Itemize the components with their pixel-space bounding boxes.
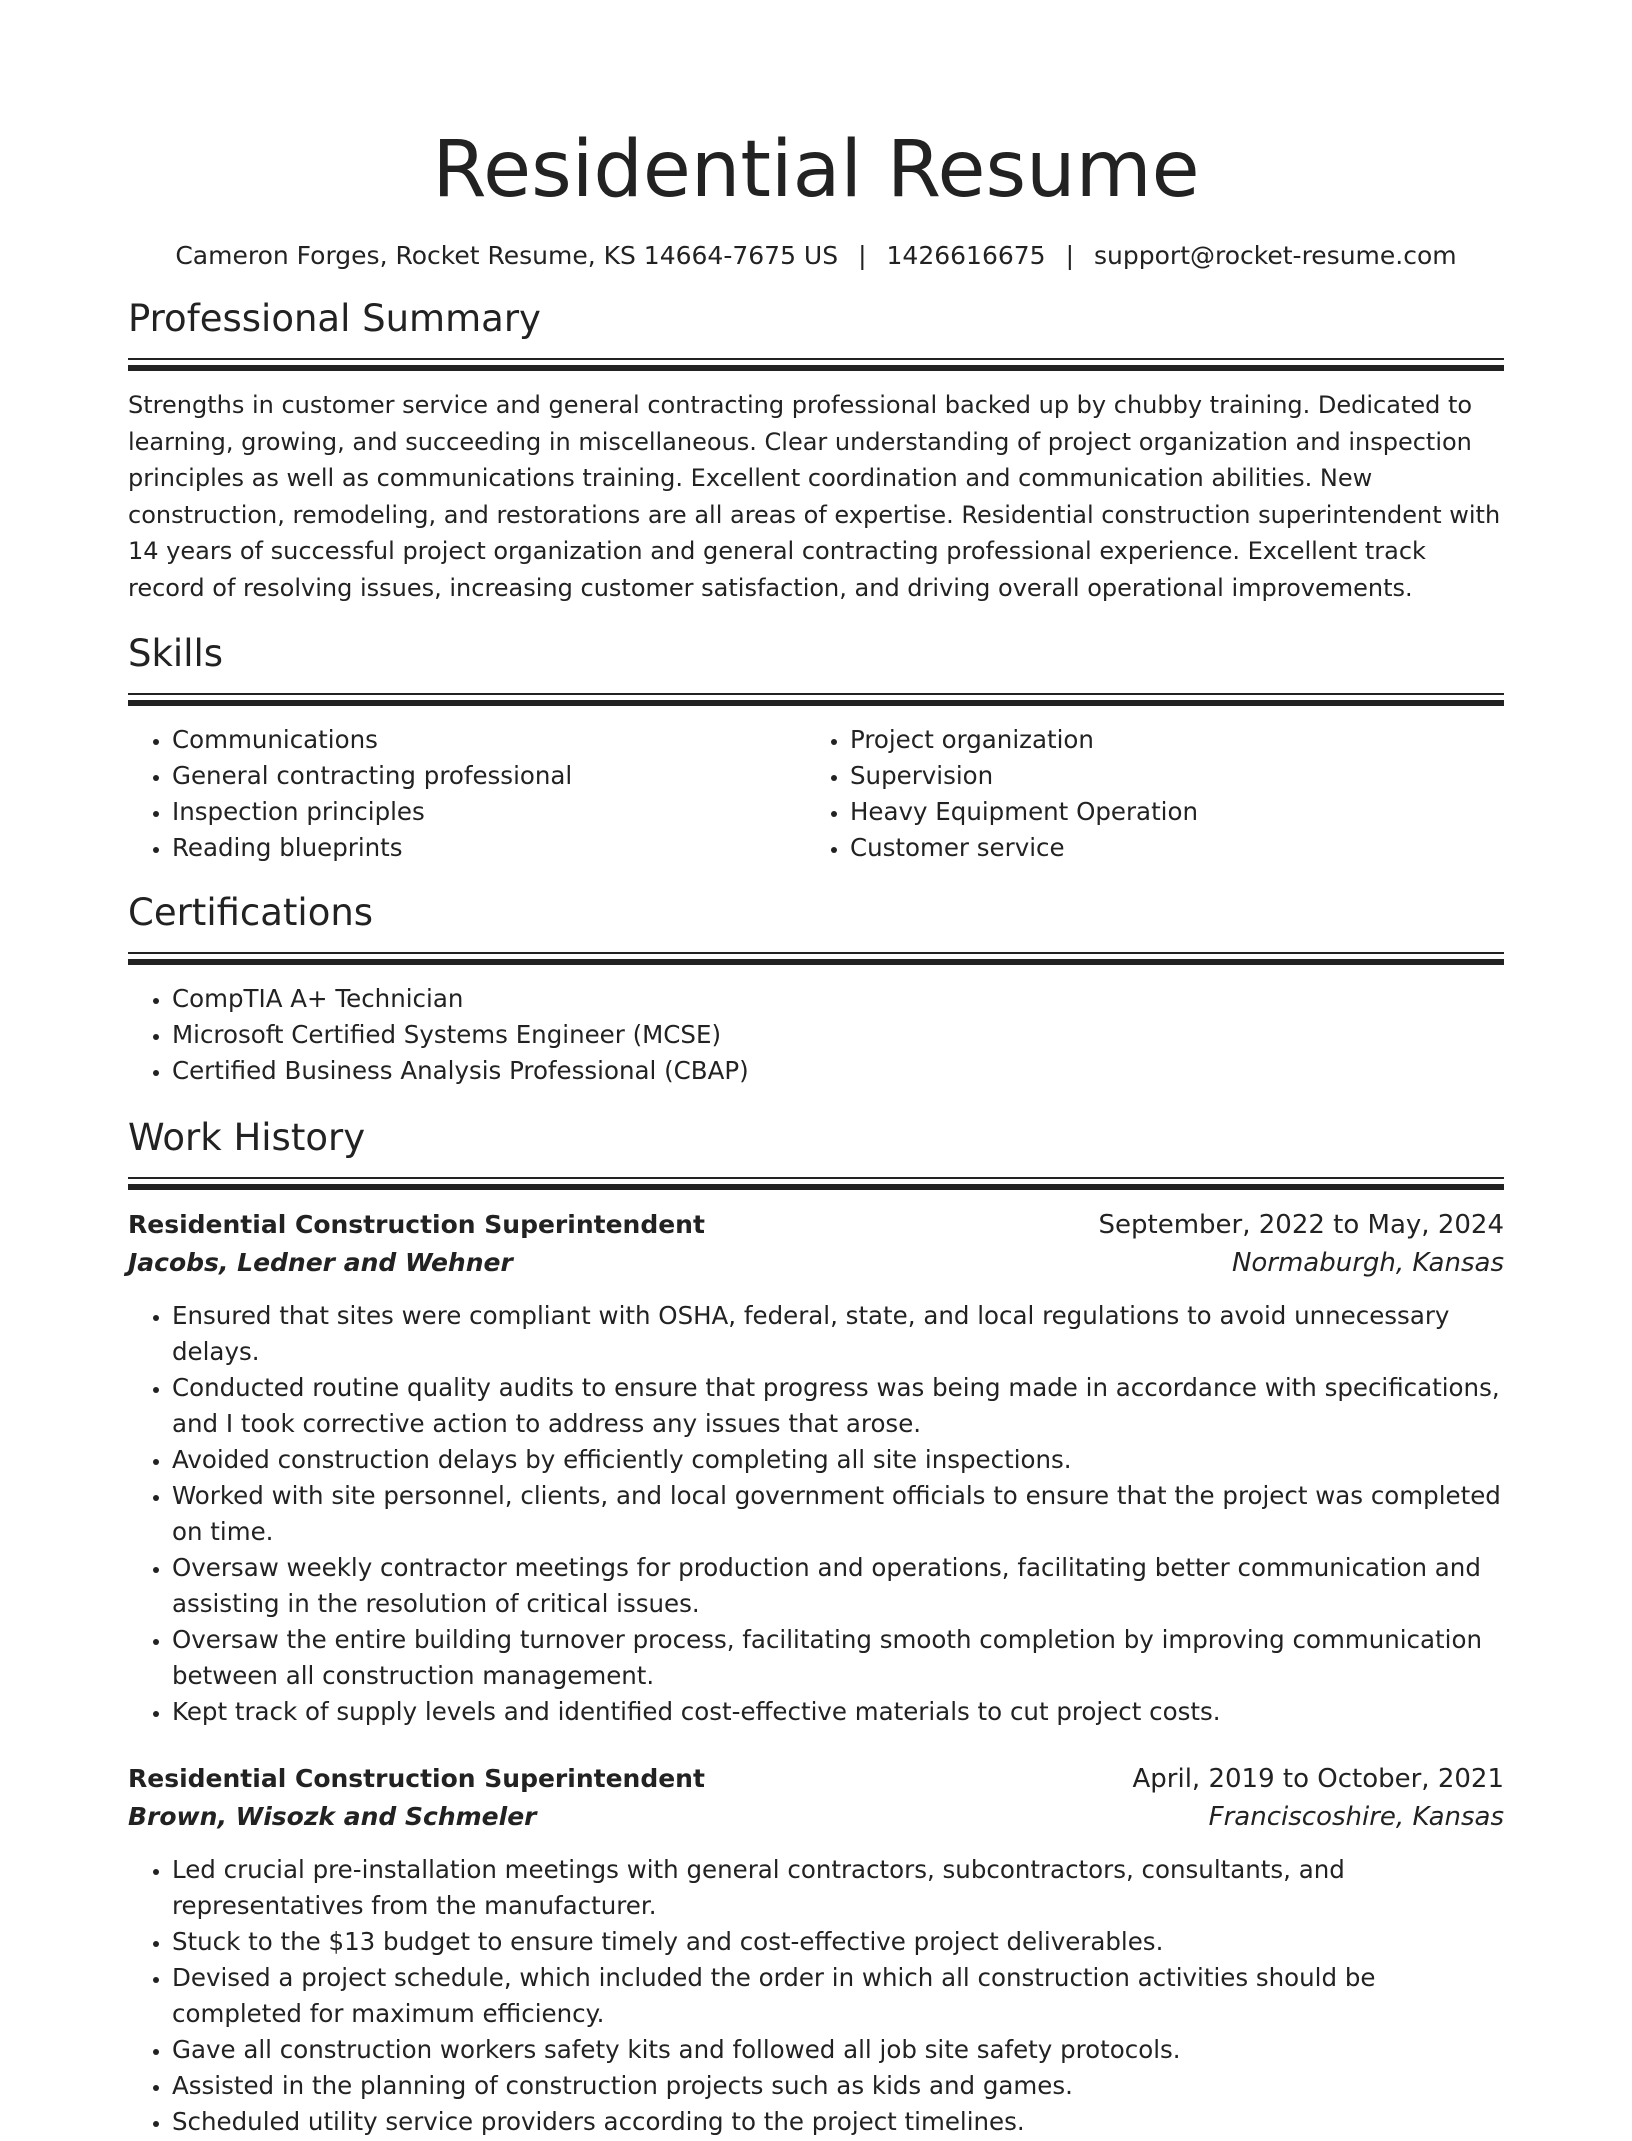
skill-item: • Reading blueprints [172, 830, 806, 866]
contact-email: support@rocket-resume.com [1094, 241, 1457, 270]
certification-item: • Certified Business Analysis Professional (CBAP) [172, 1053, 1504, 1089]
certification-item: • Microsoft Certified Systems Engineer (MCSE) [172, 1017, 1504, 1053]
skills-grid [128, 722, 1504, 866]
job-company-row [128, 1244, 1504, 1282]
contact-separator: | [1065, 241, 1075, 270]
section-heading-skills: Skills [128, 632, 224, 675]
skills-section [128, 629, 1504, 866]
skill-item: • Heavy Equipment Operation [850, 794, 1484, 830]
job-company-row [128, 1798, 1504, 1836]
certification-item: • CompTIA A+ Technician [172, 981, 1504, 1017]
contact-line [128, 238, 1504, 274]
job-bullet: • Stuck to the $13 budget to ensure timely and cost-effective project deliverables. [172, 1924, 1504, 1960]
work-history-section [128, 1113, 1504, 2140]
summary-text: Strengths in customer service and general contracting professional backed up by chubby training. Dedicated to learning, growing, and succeeding in miscellaneous. Clear understanding of project organization and inspection principles as well as communications training. Excellent coordination and communication abilities. New construction, remodeling, and restorations are all areas of expertise. Residential construction superintendent with 14 years of successful project organization and general contracting professional experience. Excellent track record of resolving issues, increasing customer satisfaction, and driving overall operational improvements. [128, 391, 1501, 602]
job-company: Jacobs, Ledner and Wehner [128, 1248, 513, 1277]
job-bullet: • Assisted in the planning of construction projects such as kids and games. [172, 2068, 1504, 2104]
contact-phone: 1426616675 [886, 241, 1046, 270]
job-header-row [128, 1206, 1504, 1244]
job-bullet: • Conducted routine quality audits to ensure that progress was being made in accordance with specifications, and I took corrective action to address any issues that arose. [172, 1370, 1504, 1442]
job-bullet-list [128, 1298, 1504, 1730]
skill-item: • Inspection principles [172, 794, 806, 830]
skill-item: • General contracting professional [172, 758, 806, 794]
resume-page [128, 0, 1504, 2140]
section-divider [128, 358, 1504, 371]
certifications-section [128, 888, 1504, 1089]
job-entry [128, 1760, 1504, 2140]
skill-item: • Communications [172, 722, 806, 758]
skills-column-right [806, 722, 1484, 866]
summary-section [128, 294, 1504, 606]
job-location: Franciscoshire, Kansas [1208, 1802, 1504, 1832]
skills-list-left [128, 722, 806, 866]
section-divider [128, 1177, 1504, 1190]
job-bullet: • Oversaw weekly contractor meetings for production and operations, facilitating better communication and assisting in the resolution of critical issues. [172, 1550, 1504, 1622]
contact-address: Cameron Forges, Rocket Resume, KS 14664-7675 US [175, 241, 839, 270]
section-heading-certifications: Certifications [128, 891, 374, 934]
job-bullet: • Ensured that sites were compliant with OSHA, federal, state, and local regulations to avoid unnecessary delays. [172, 1298, 1504, 1370]
section-divider [128, 693, 1504, 706]
job-bullet-list [128, 1852, 1504, 2140]
job-dates: September, 2022 to May, 2024 [1098, 1210, 1504, 1240]
job-bullet: • Avoided construction delays by efficiently completing all site inspections. [172, 1442, 1504, 1478]
job-dates: April, 2019 to October, 2021 [1132, 1764, 1504, 1794]
job-header-row [128, 1760, 1504, 1798]
section-heading-summary: Professional Summary [128, 297, 541, 340]
resume-title: Residential Resume [432, 125, 1200, 215]
job-bullet: • Devised a project schedule, which included the order in which all construction activities should be completed for maximum efficiency. [172, 1960, 1504, 2032]
section-heading-work-history: Work History [128, 1116, 366, 1159]
job-bullet: • Kept track of supply levels and identified cost-effective materials to cut project costs. [172, 1694, 1504, 1730]
skill-item: • Customer service [850, 830, 1484, 866]
skills-column-left [128, 722, 806, 866]
job-bullet: • Oversaw the entire building turnover process, facilitating smooth completion by improving communication between all construction management. [172, 1622, 1504, 1694]
certifications-list [128, 981, 1504, 1089]
contact-separator: | [858, 241, 867, 270]
job-location: Normaburgh, Kansas [1231, 1248, 1504, 1278]
skills-list-right [806, 722, 1484, 866]
job-title: Residential Construction Superintendent [128, 1764, 705, 1793]
job-bullet: • Worked with site personnel, clients, and local government officials to ensure that the project was completed on time. [172, 1478, 1504, 1550]
skill-item: • Supervision [850, 758, 1484, 794]
job-bullet: • Gave all construction workers safety kits and followed all job site safety protocols. [172, 2032, 1504, 2068]
job-bullet: • Led crucial pre-installation meetings with general contractors, subcontractors, consultants, and representatives from the manufacturer. [172, 1852, 1504, 1924]
job-bullet: • Scheduled utility service providers according to the project timelines. [172, 2104, 1504, 2140]
skill-item: • Project organization [850, 722, 1484, 758]
job-entry [128, 1206, 1504, 1730]
section-divider [128, 952, 1504, 965]
job-title: Residential Construction Superintendent [128, 1210, 705, 1239]
job-company: Brown, Wisozk and Schmeler [128, 1802, 537, 1831]
